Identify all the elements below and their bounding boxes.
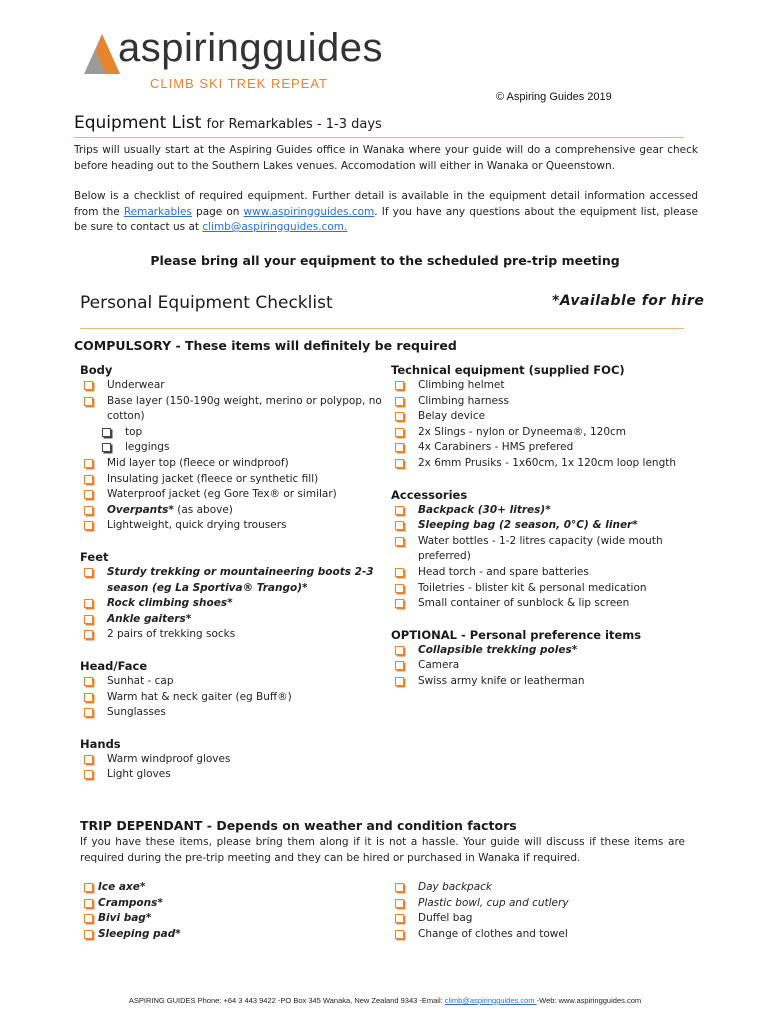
list-item: Head torch - and spare batteries	[391, 565, 711, 581]
list-item: Warm windproof gloves	[80, 752, 390, 768]
checkbox[interactable]	[84, 615, 93, 624]
list-item-continuation: season (eg La Sportiva® Trango)*	[107, 581, 308, 594]
checkbox[interactable]	[84, 397, 93, 406]
list-item: Crampons*	[80, 896, 380, 912]
technical-heading: Technical equipment (supplied FOC)	[391, 363, 625, 377]
mountain-logo-icon	[82, 32, 122, 76]
list-subitem: leggings	[80, 440, 390, 456]
checkbox[interactable]	[395, 661, 404, 670]
list-item: Change of clothes and towel	[391, 927, 711, 943]
body-heading: Body	[80, 363, 113, 377]
intro-paragraph-1: Trips will usually start at the Aspiring Guides office in Wanaka where your guide will do a comprehensive gear check before heading out to the Southern Lakes venues. Accomodation will either in Wanaka or Queenstown.	[74, 144, 698, 172]
list-item: Sleeping bag (2 season, 0°C) & liner*	[391, 518, 711, 534]
checkbox[interactable]	[395, 646, 404, 655]
checkbox[interactable]	[84, 475, 93, 484]
right-column	[391, 363, 711, 690]
checkbox[interactable]	[84, 677, 93, 686]
title-rule	[74, 137, 684, 138]
list-item: Light gloves	[80, 767, 390, 783]
checkbox[interactable]	[395, 568, 404, 577]
list-item-continuation: preferred)	[418, 550, 471, 563]
trip-dependant-text: If you have these items, please bring them along if it is not a hassle. Your guide will discuss if these items are required during the pre-trip meeting and they can be hired or purchased in Wanaka if required.	[80, 836, 685, 864]
footer-email-link[interactable]: climb@aspiringguides.com	[444, 996, 537, 1005]
intro-paragraph-2	[74, 189, 698, 236]
list-item: Climbing harness	[391, 394, 711, 410]
checkbox[interactable]	[395, 381, 404, 390]
list-item: Backpack (30+ litres)*	[391, 503, 711, 519]
technical-list	[391, 378, 711, 472]
list-item: Belay device	[391, 409, 711, 425]
checkbox[interactable]	[84, 599, 93, 608]
optional-heading: OPTIONAL - Personal preference items	[391, 627, 642, 642]
headface-list	[80, 674, 390, 721]
checkbox[interactable]	[395, 506, 404, 515]
checkbox[interactable]	[395, 883, 404, 892]
list-item: Waterproof jacket (eg Gore Tex® or similar)	[80, 487, 390, 503]
hands-heading: Hands	[80, 736, 121, 751]
checkbox[interactable]	[395, 397, 404, 406]
checkbox[interactable]	[84, 630, 93, 639]
logo[interactable]	[82, 26, 383, 96]
checkbox[interactable]	[395, 443, 404, 452]
checkbox[interactable]	[102, 443, 111, 452]
trip-dependant-heading: TRIP DEPENDANT - Depends on weather and condition factors	[80, 818, 517, 833]
checkbox[interactable]	[84, 568, 93, 577]
list-item: 2x 6mm Prusiks - 1x60cm, 1x 120cm loop length	[391, 456, 711, 472]
list-item: Swiss army knife or leatherman	[391, 674, 711, 690]
list-item: Climbing helmet	[391, 378, 711, 394]
footer	[0, 996, 770, 1005]
checkbox[interactable]	[395, 537, 404, 546]
footer-text-a: ASPIRING GUIDES Phone: +64 3 443 9422 -PO Box 345 Wanaka, New Zealand 9343 -Email:	[128, 996, 445, 1005]
optional-list	[391, 643, 711, 690]
list-subitem: top	[80, 425, 390, 441]
trip-right-list	[391, 880, 711, 942]
page-title	[74, 113, 382, 133]
checkbox[interactable]	[84, 914, 93, 923]
available-for-hire: *Available for hire	[552, 293, 705, 309]
list-item: Camera	[391, 658, 711, 674]
list-item: Sunglasses	[80, 705, 390, 721]
checkbox[interactable]	[84, 521, 93, 530]
headface-heading: Head/Face	[80, 658, 148, 673]
list-item: Base layer (150-190g weight, merino or polypop, no	[80, 394, 390, 410]
checkbox[interactable]	[102, 428, 111, 437]
checkbox[interactable]	[395, 459, 404, 468]
left-column	[80, 363, 390, 783]
feet-list	[80, 565, 390, 643]
checkbox[interactable]	[84, 770, 93, 779]
checkbox[interactable]	[84, 899, 93, 908]
list-item: Collapsible trekking poles*	[391, 643, 711, 659]
title-main: Equipment List	[74, 113, 202, 133]
bring-note: Please bring all your equipment to the scheduled pre-trip meeting	[150, 253, 620, 268]
checkbox[interactable]	[395, 412, 404, 421]
compulsory-heading: COMPULSORY - These items will definitely be required	[74, 338, 457, 353]
checkbox[interactable]	[84, 708, 93, 717]
accessories-list	[391, 503, 711, 612]
checklist-rule	[80, 328, 684, 329]
feet-heading: Feet	[80, 549, 109, 564]
checkbox[interactable]	[84, 459, 93, 468]
list-item: Sleeping pad*	[80, 927, 380, 943]
list-item: Lightweight, quick drying trousers	[80, 518, 390, 534]
hands-list	[80, 752, 390, 783]
list-item: Sunhat - cap	[80, 674, 390, 690]
checkbox[interactable]	[84, 490, 93, 499]
p2-text-a: Below is a checklist of required equipment. Further detail is available in the equipment detail information accessed from the	[74, 190, 698, 218]
list-item: Day backpack	[391, 880, 711, 896]
list-item: Rock climbing shoes*	[80, 596, 390, 612]
p2-text-c: . If you have any questions about the equipment list, please be sure to contact us at	[74, 205, 698, 233]
logo-name: aspiringguides	[118, 26, 383, 70]
logo-tagline: CLIMB SKI TREK REPEAT	[150, 76, 329, 91]
list-item-continuation: cotton)	[107, 410, 145, 423]
list-item: Overpants* (as above)	[80, 503, 390, 519]
list-item: Duffel bag	[391, 911, 711, 927]
list-item: Insulating jacket (fleece or synthetic fill)	[80, 472, 390, 488]
list-item: Ankle gaiters*	[80, 612, 390, 628]
checkbox[interactable]	[84, 755, 93, 764]
checkbox[interactable]	[395, 584, 404, 593]
list-item: Ice axe*	[80, 880, 380, 896]
copyright: © Aspiring Guides 2019	[496, 91, 612, 103]
checkbox[interactable]	[395, 521, 404, 530]
list-item: 4x Carabiners - HMS prefered	[391, 440, 711, 456]
checkbox[interactable]	[395, 677, 404, 686]
email-link[interactable]: climb@aspiringguides.com.	[202, 221, 348, 233]
body-list	[80, 378, 390, 534]
list-item: 2 pairs of trekking socks	[80, 627, 390, 643]
list-item: 2x Slings - nylon or Dyneema®, 120cm	[391, 425, 711, 441]
checkbox[interactable]	[395, 914, 404, 923]
trip-left-list	[80, 880, 380, 942]
list-item: Water bottles - 1-2 litres capacity (wide mouth	[391, 534, 711, 550]
list-item: Bivi bag*	[80, 911, 380, 927]
checkbox[interactable]	[84, 883, 93, 892]
checklist-heading: Personal Equipment Checklist	[80, 293, 333, 313]
website-link[interactable]: www.aspiringguides.com	[243, 205, 375, 218]
checkbox[interactable]	[395, 930, 404, 939]
checkbox[interactable]	[84, 930, 93, 939]
list-item: Sturdy trekking or mountaineering boots 2-3	[80, 565, 390, 581]
checkbox[interactable]	[84, 381, 93, 390]
footer-text-b: -Web: www.aspiringguides.com	[536, 996, 642, 1005]
title-sub: for Remarkables - 1-3 days	[206, 117, 382, 132]
p2-text-b: page on	[191, 205, 244, 218]
checkbox[interactable]	[395, 599, 404, 608]
list-item: Underwear	[80, 378, 390, 394]
list-item: Warm hat & neck gaiter (eg Buff®)	[80, 690, 390, 706]
list-item: Small container of sunblock & lip screen	[391, 596, 711, 612]
list-item: Mid layer top (fleece or windproof)	[80, 456, 390, 472]
checkbox[interactable]	[84, 506, 93, 515]
list-item: Plastic bowl, cup and cutlery	[391, 896, 711, 912]
checkbox[interactable]	[395, 428, 404, 437]
checkbox[interactable]	[84, 693, 93, 702]
remarkables-link[interactable]: Remarkables	[123, 205, 192, 218]
checkbox[interactable]	[395, 899, 404, 908]
list-item: Toiletries - blister kit & personal medication	[391, 581, 711, 597]
accessories-heading: Accessories	[391, 487, 468, 502]
